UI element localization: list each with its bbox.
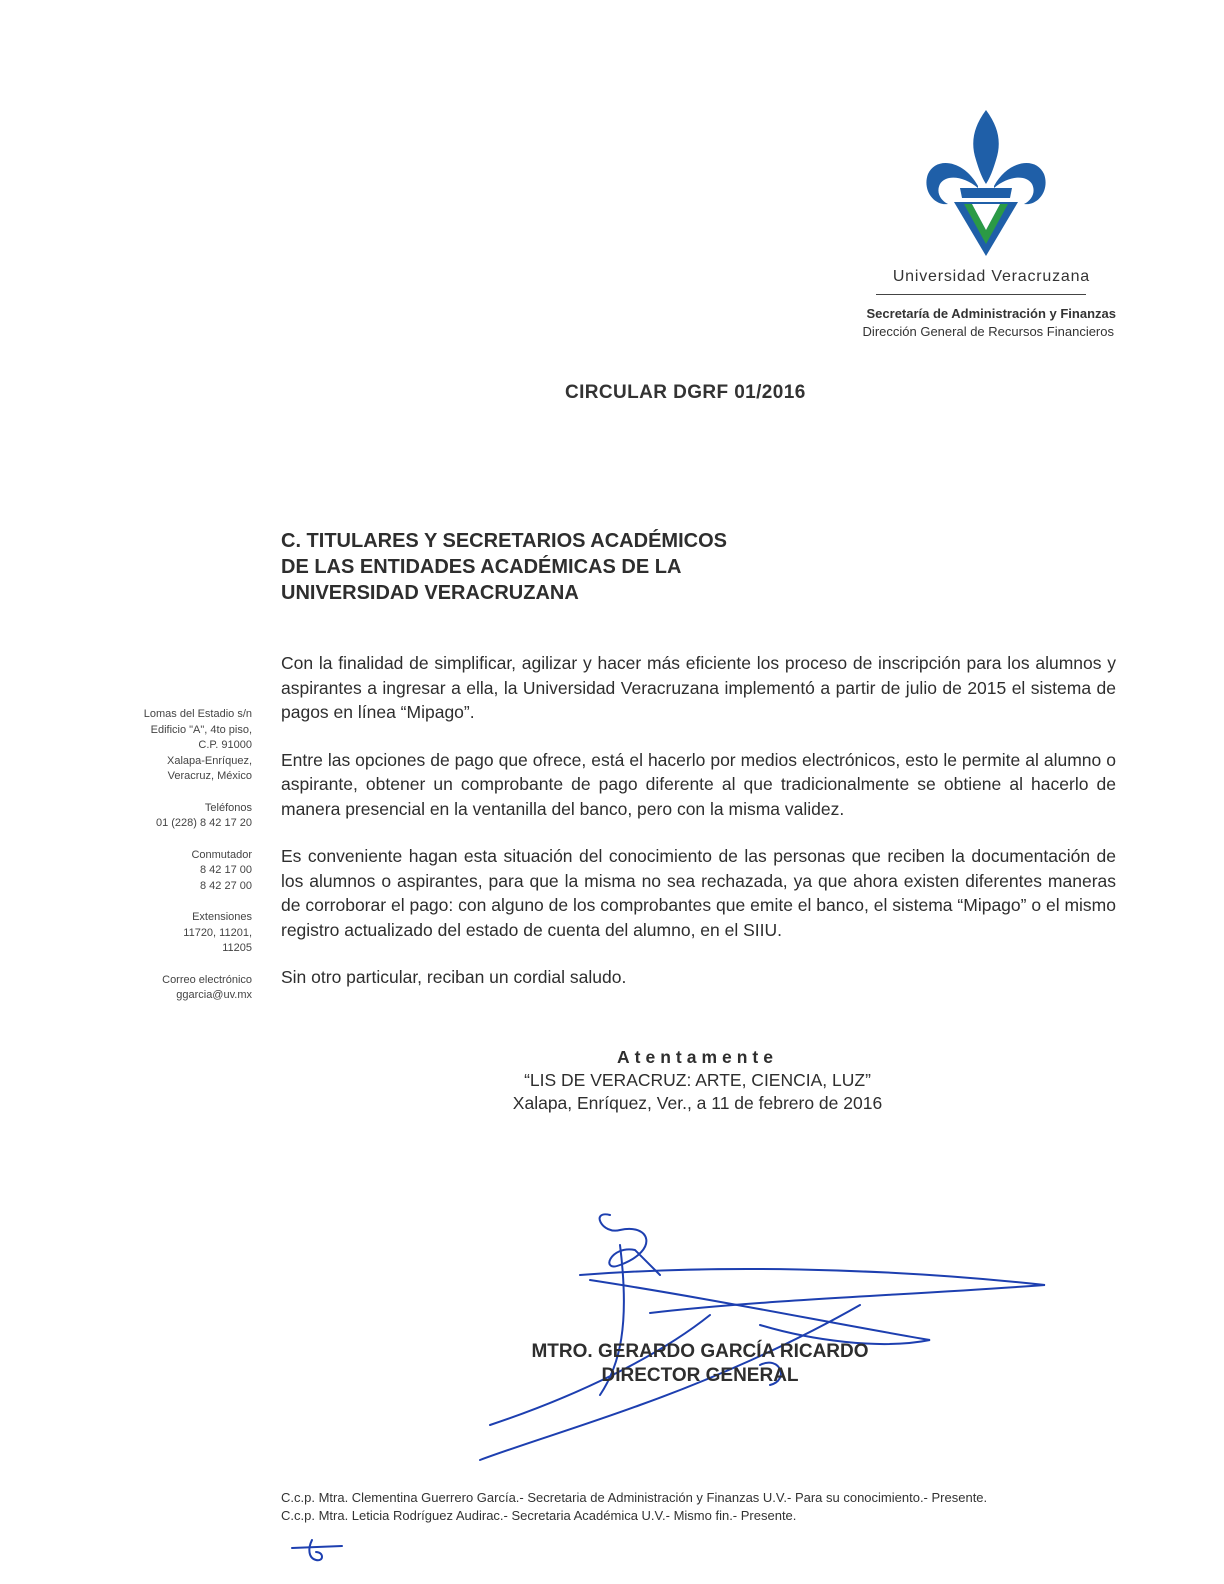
- handwritten-signature: [460, 1205, 1060, 1465]
- university-name: Universidad Veracruzana: [892, 268, 1090, 285]
- department-name: Secretaría de Administración y Finanzas: [866, 306, 1116, 321]
- extensions-value: 11205: [222, 942, 252, 954]
- closing-place-date: Xalapa, Enríquez, Ver., a 11 de febrero de 2016: [512, 1093, 883, 1113]
- switchboard-number: 8 42 17 00: [200, 864, 252, 876]
- address-block: [112, 707, 252, 785]
- email-label: Correo electrónico: [162, 973, 252, 986]
- contact-sidebar: [112, 707, 252, 1020]
- signer-block: [440, 1340, 960, 1388]
- body-paragraph: Sin otro particular, reciban un cordial saludo.: [281, 967, 627, 987]
- document-title: CIRCULAR DGRF 01/2016: [565, 382, 806, 403]
- address-line: Lomas del Estadio s/n: [143, 708, 252, 720]
- ccp-line: C.c.p. Mtra. Leticia Rodríguez Audirac.- Secretaria Académica U.V.- Mismo fin.- Presente.: [281, 1508, 797, 1523]
- address-line: Edificio "A", 4to piso,: [150, 723, 252, 736]
- extensions-value: 11720, 11201,: [183, 926, 252, 939]
- closing-motto: “LIS DE VERACRUZ: ARTE, CIENCIA, LUZ”: [524, 1070, 871, 1090]
- email-block: [112, 973, 252, 1004]
- ccp-block: [281, 1489, 987, 1525]
- signer-name: MTRO. GERARDO GARCÍA RICARDO: [531, 1341, 869, 1362]
- switchboard-block: [112, 848, 252, 895]
- addressee-line: C. TITULARES Y SECRETARIOS ACADÉMICOS: [281, 530, 727, 552]
- universidad-veracruzana-logo: [924, 108, 1048, 258]
- address-line: Veracruz, México: [167, 770, 252, 782]
- letterhead-divider: [876, 294, 1086, 295]
- addressee-line: DE LAS ENTIDADES ACADÉMICAS DE LA: [281, 556, 682, 578]
- ccp-line: C.c.p. Mtra. Clementina Guerrero García.- Secretaria de Administración y Finanzas U.V.- Para su conocimiento.- Presente.: [281, 1490, 988, 1505]
- closing-salutation: Atentamente: [617, 1047, 778, 1067]
- body-paragraph: Entre las opciones de pago que ofrece, está el hacerlo por medios electrónicos, esto le permite al alumno o aspirante, obtener un comprobante de pago diferente al que tradicionalmente se obtiene al hacerlo de manera presencial en la ventanilla del banco, pero con la misma validez.: [281, 749, 1116, 819]
- body-paragraph: Con la finalidad de simplificar, agilizar y hacer más eficiente los proceso de inscripción para los alumnos y aspirantes a ingresar a ella, la Universidad Veracruzana implementó a partir de julio de 2015 el sistema de pagos en línea “Mipago”.: [281, 653, 1116, 722]
- email-address[interactable]: ggarcia@uv.mx: [176, 989, 252, 1001]
- addressee-block: [281, 528, 727, 606]
- body-paragraph: Es conveniente hagan esta situación del conocimiento de las personas que reciben la documentación de los alumnos o aspirantes, para que la misma no sea rechazada, ya que ahora existen diferentes maneras de corroborar el pago: con alguno de los comprobantes que emite el banco, el sistema “Mipago” o el mismo registro actualizado del estado de cuenta del alumno, en el SIIU.: [281, 846, 1116, 940]
- phone-number: 01 (228) 8 42 17 20: [155, 817, 252, 829]
- phones-block: [112, 801, 252, 832]
- extensions-block: [112, 910, 252, 957]
- handwritten-initial: [290, 1536, 345, 1566]
- letter-body: [281, 651, 1116, 1013]
- subdepartment-name: Dirección General de Recursos Financieros: [862, 324, 1114, 339]
- signer-position: DIRECTOR GENERAL: [601, 1365, 799, 1386]
- address-line: Xalapa-Enríquez,: [167, 754, 252, 767]
- switchboard-label: Conmutador: [191, 848, 252, 861]
- phones-label: Teléfonos: [204, 801, 252, 814]
- switchboard-number: 8 42 27 00: [200, 879, 252, 892]
- extensions-label: Extensiones: [192, 911, 252, 923]
- addressee-line: UNIVERSIDAD VERACRUZANA: [281, 582, 579, 604]
- address-line: C.P. 91000: [198, 739, 252, 751]
- closing-block: [440, 1046, 955, 1115]
